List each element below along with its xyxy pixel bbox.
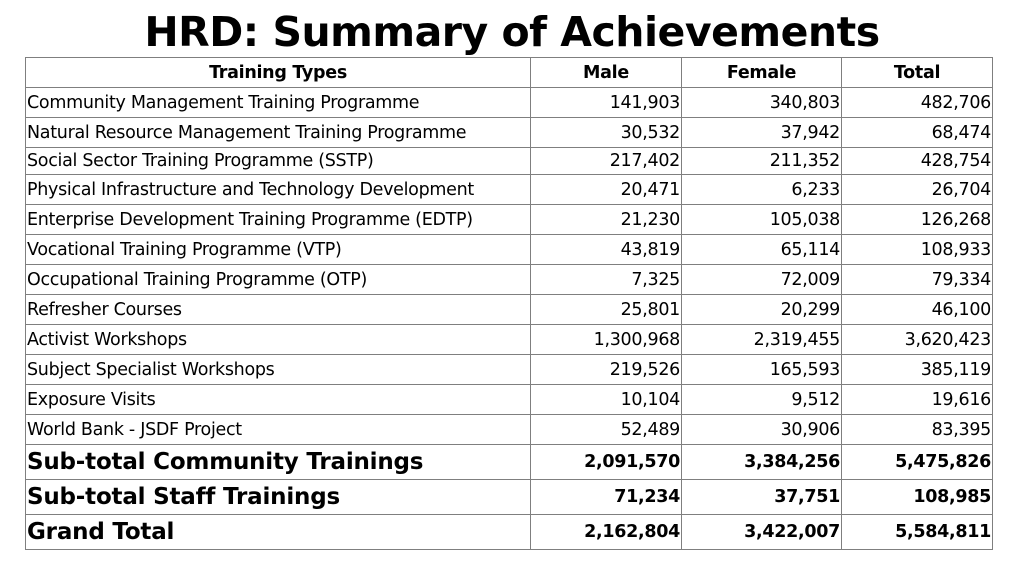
- female-cell: 72,009: [682, 265, 842, 295]
- male-cell: 219,526: [531, 355, 682, 385]
- total-cell: 46,100: [842, 295, 993, 325]
- page-title: HRD: Summary of Achievements: [144, 8, 880, 56]
- male-cell: 1,300,968: [531, 325, 682, 355]
- table-row: [26, 385, 993, 415]
- table-row: [26, 265, 993, 295]
- total-cell: 428,754: [842, 148, 993, 175]
- training-type-cell: World Bank - JSDF Project: [26, 415, 531, 445]
- male-cell: 52,489: [531, 415, 682, 445]
- total-cell: 108,933: [842, 235, 993, 265]
- training-type-cell: Activist Workshops: [26, 325, 531, 355]
- male-cell: 10,104: [531, 385, 682, 415]
- female-cell: 9,512: [682, 385, 842, 415]
- total-cell: 126,268: [842, 205, 993, 235]
- training-type-cell: Vocational Training Programme (VTP): [26, 235, 531, 265]
- training-type-cell: Enterprise Development Training Programme (EDTP): [26, 205, 531, 235]
- female-cell: 30,906: [682, 415, 842, 445]
- female-cell: 165,593: [682, 355, 842, 385]
- male-cell: 20,471: [531, 175, 682, 205]
- total-cell: 108,985: [842, 480, 993, 515]
- female-cell: 3,422,007: [682, 515, 842, 550]
- male-cell: 71,234: [531, 480, 682, 515]
- male-cell: 7,325: [531, 265, 682, 295]
- table-header-row: [26, 58, 993, 88]
- training-type-cell: Exposure Visits: [26, 385, 531, 415]
- female-cell: 37,942: [682, 118, 842, 148]
- total-cell: 3,620,423: [842, 325, 993, 355]
- total-cell: 19,616: [842, 385, 993, 415]
- table-row: [26, 88, 993, 118]
- training-type-cell: Natural Resource Management Training Programme: [26, 118, 531, 148]
- male-cell: 2,162,804: [531, 515, 682, 550]
- female-cell: 65,114: [682, 235, 842, 265]
- male-cell: 25,801: [531, 295, 682, 325]
- training-type-cell: Refresher Courses: [26, 295, 531, 325]
- female-cell: 3,384,256: [682, 445, 842, 480]
- subtotal-label: Sub-total Community Trainings: [26, 445, 531, 480]
- column-header-total: Total: [842, 58, 993, 88]
- subtotal-label: Sub-total Staff Trainings: [26, 480, 531, 515]
- column-header-female: Female: [682, 58, 842, 88]
- total-cell: 5,584,811: [842, 515, 993, 550]
- male-cell: 141,903: [531, 88, 682, 118]
- total-cell: 79,334: [842, 265, 993, 295]
- table-row: [26, 355, 993, 385]
- subtotal-row-community: [26, 445, 993, 480]
- male-cell: 43,819: [531, 235, 682, 265]
- total-cell: 83,395: [842, 415, 993, 445]
- female-cell: 340,803: [682, 88, 842, 118]
- training-type-cell: Community Management Training Programme: [26, 88, 531, 118]
- female-cell: 2,319,455: [682, 325, 842, 355]
- total-cell: 5,475,826: [842, 445, 993, 480]
- table-row: [26, 148, 993, 175]
- female-cell: 105,038: [682, 205, 842, 235]
- subtotal-row-staff: [26, 480, 993, 515]
- female-cell: 211,352: [682, 148, 842, 175]
- grand-total-label: Grand Total: [26, 515, 531, 550]
- total-cell: 385,119: [842, 355, 993, 385]
- table-row: [26, 325, 993, 355]
- training-type-cell: Physical Infrastructure and Technology Development: [26, 175, 531, 205]
- grand-total-row: [26, 515, 993, 550]
- table-row: [26, 205, 993, 235]
- table-row: [26, 415, 993, 445]
- female-cell: 6,233: [682, 175, 842, 205]
- female-cell: 20,299: [682, 295, 842, 325]
- male-cell: 2,091,570: [531, 445, 682, 480]
- male-cell: 30,532: [531, 118, 682, 148]
- achievements-table: [25, 57, 993, 550]
- column-header-male: Male: [531, 58, 682, 88]
- table-row: [26, 175, 993, 205]
- male-cell: 21,230: [531, 205, 682, 235]
- table-row: [26, 118, 993, 148]
- table-row: [26, 295, 993, 325]
- male-cell: 217,402: [531, 148, 682, 175]
- table-row: [26, 235, 993, 265]
- column-header-training-types: Training Types: [26, 58, 531, 88]
- training-type-cell: Social Sector Training Programme (SSTP): [26, 148, 531, 175]
- training-type-cell: Occupational Training Programme (OTP): [26, 265, 531, 295]
- total-cell: 482,706: [842, 88, 993, 118]
- total-cell: 26,704: [842, 175, 993, 205]
- total-cell: 68,474: [842, 118, 993, 148]
- female-cell: 37,751: [682, 480, 842, 515]
- training-type-cell: Subject Specialist Workshops: [26, 355, 531, 385]
